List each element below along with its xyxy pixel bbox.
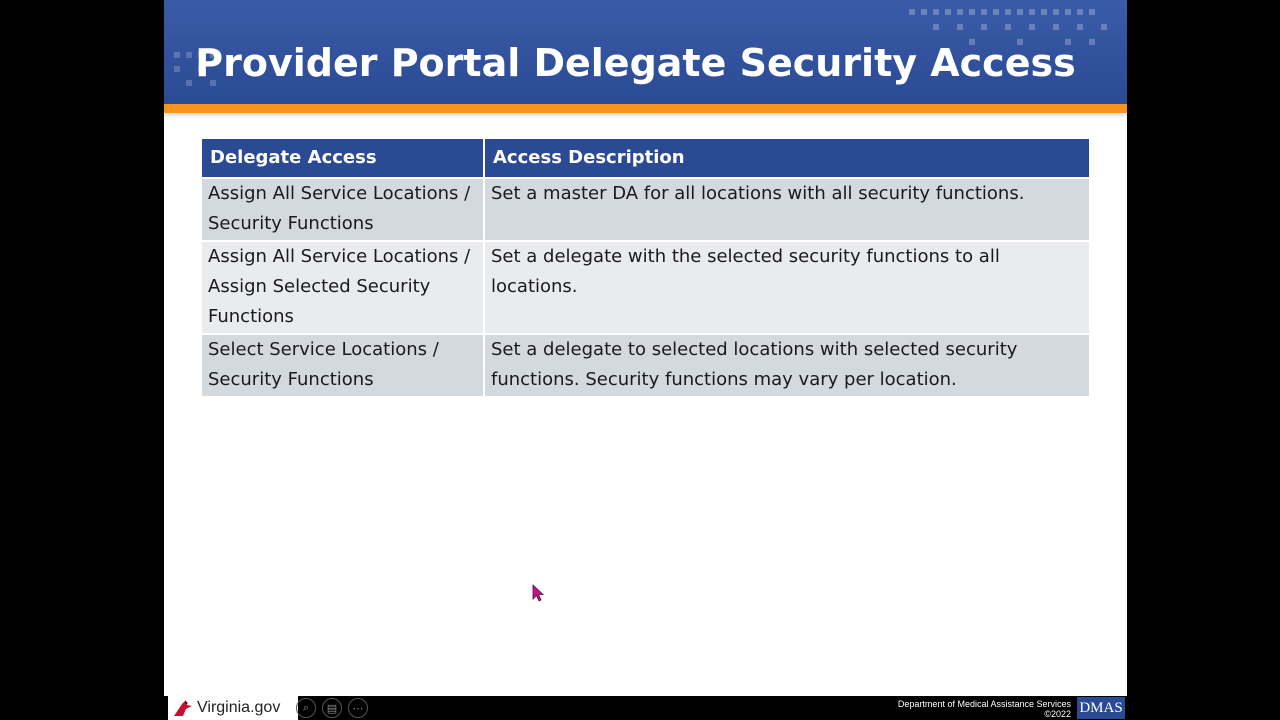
slide-header (164, 0, 1127, 104)
mouse-cursor-icon (532, 584, 544, 602)
dmas-credit (898, 699, 1071, 719)
viewer-footer (164, 696, 1127, 720)
table-row (202, 241, 1089, 334)
access-description-cell: Set a master DA for all locations with all security functions. (484, 178, 1089, 241)
dmas-credit-name: Department of Medical Assistance Services (897, 699, 1071, 709)
slide-title: Provider Portal Delegate Security Access (195, 41, 1076, 85)
table-row (202, 334, 1089, 396)
delegate-access-cell: Select Service Locations / Security Functions (202, 334, 484, 396)
search-icon[interactable]: ⌕ (296, 698, 316, 718)
access-description-cell: Set a delegate with the selected security functions to all locations. (484, 241, 1089, 334)
delegate-access-cell: Assign All Service Locations / Assign Selected Security Functions (202, 241, 484, 334)
viewer-controls (296, 698, 368, 718)
delegate-access-table (202, 139, 1089, 396)
cardinal-icon (172, 698, 194, 718)
accent-bar-shadow (164, 113, 1127, 118)
notes-icon[interactable]: ▤ (322, 698, 342, 718)
column-header-access-description: Access Description (484, 139, 1089, 178)
more-icon[interactable]: ⋯ (348, 698, 368, 718)
column-header-delegate-access: Delegate Access (202, 139, 484, 178)
virginia-gov-label: Virginia.gov (197, 699, 281, 716)
accent-bar (164, 104, 1127, 113)
table-header-row (202, 139, 1089, 178)
slide (164, 0, 1127, 720)
table-row (202, 178, 1089, 241)
dmas-logo: DMAS (1077, 697, 1125, 719)
virginia-gov-badge[interactable] (168, 696, 298, 720)
dmas-credit-year: ©2022 (1044, 709, 1071, 719)
delegate-access-cell: Assign All Service Locations / Security Functions (202, 178, 484, 241)
access-description-cell: Set a delegate to selected locations with selected security functions. Security functions may vary per location. (484, 334, 1089, 396)
